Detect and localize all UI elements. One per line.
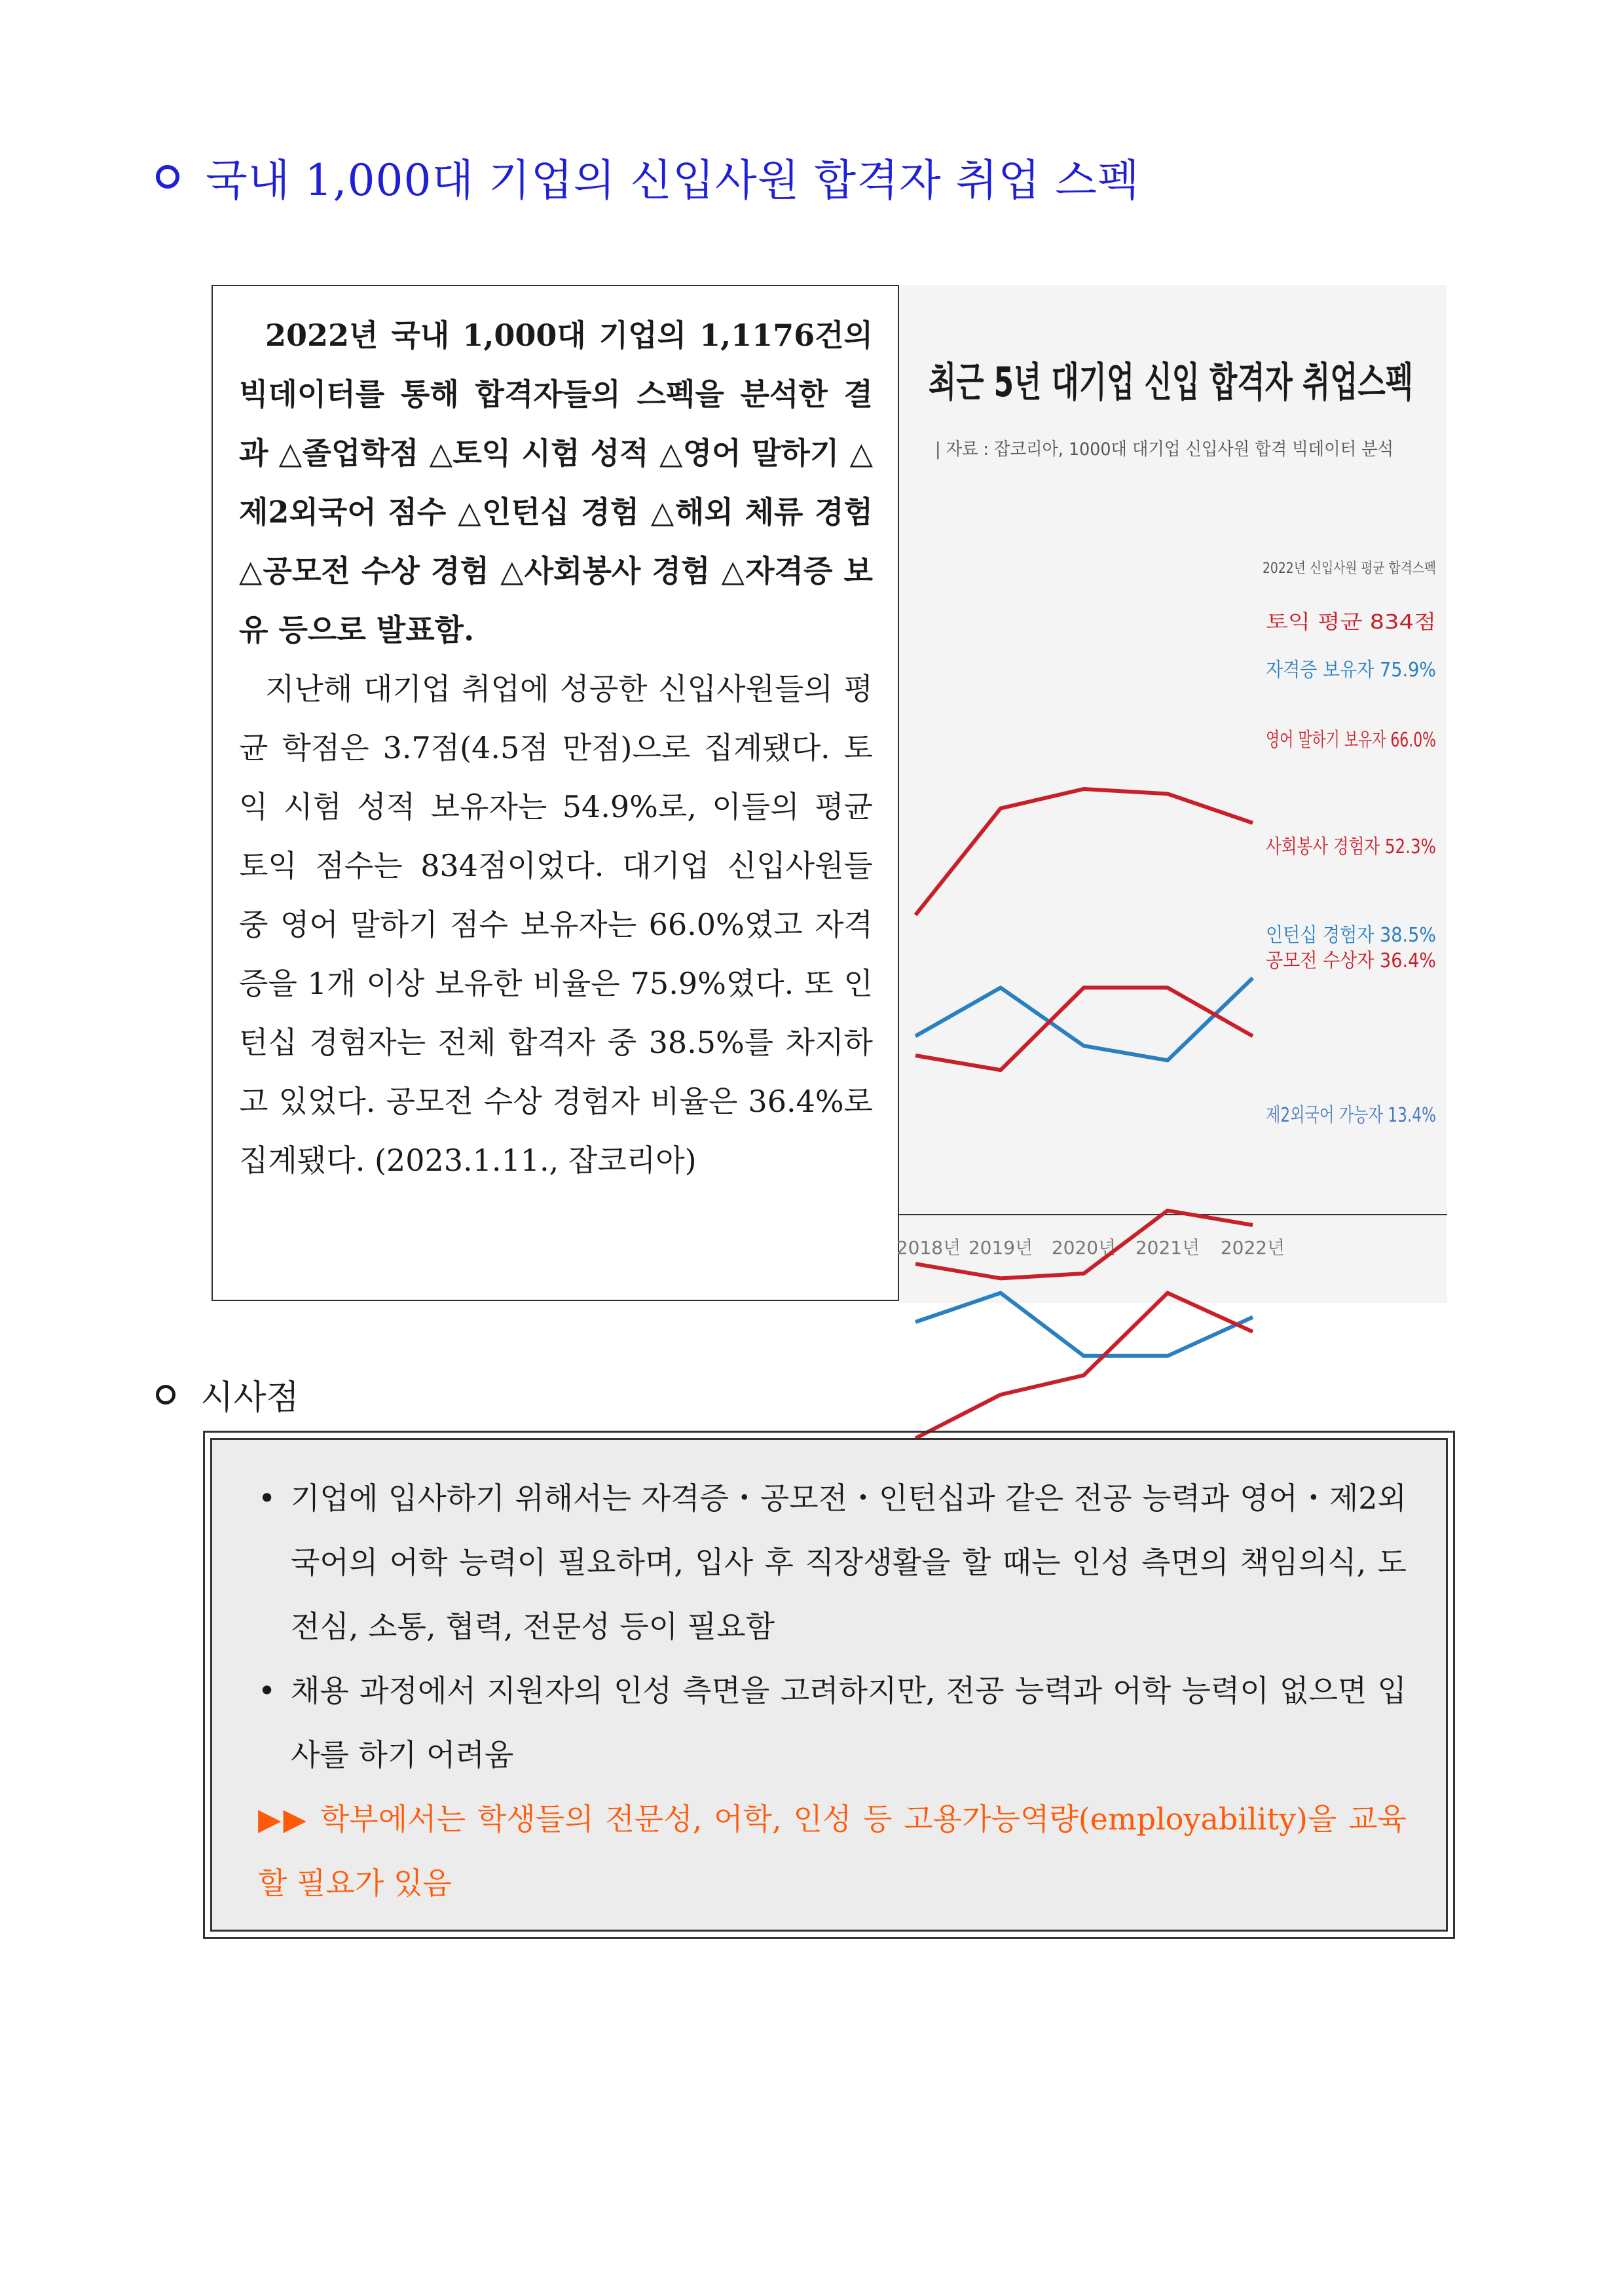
series-line [915, 1293, 1253, 1356]
x-tick-label: 2022년 [1220, 1237, 1285, 1258]
news-body-paragraph: 지난해 대기업 취업에 성공한 신입사원들의 평균 학점은 3.7점(4.5점 만점)으로 집계됐다. 토익 시험 성적 보유자는 54.9%로, 이들의 평균 토익 점수는 834점이었다. 대기업 신입사원들 중 영어 말하기 점수 보유자는 66.0%였고 자격증을 1개 이상 보유한 비율은 75.9%였다. 또 인턴십 경험자는 전체 합격자 중 38.5%를 차지하고 있었다. 공모전 수상 경험자 비율은 36.4%로 집계됐다. (2023.1.11., 잡코리아) [239, 671, 873, 1178]
series-label: 사회봉사 경험자 52.3% [1266, 835, 1436, 858]
x-tick-label: 2021년 [1135, 1237, 1200, 1258]
conclusion-body: 학부에서는 학생들의 전문성, 어학, 인성 등 고용가능역량(employability)을 교육할 필요가 있음 [258, 1801, 1407, 1901]
implication-text: 채용 과정에서 지원자의 인성 측면을 고려하지만, 전공 능력과 어학 능력이 없으면 입사를 하기 어려움 [291, 1673, 1407, 1772]
double-arrow-icon: ▶▶ [258, 1801, 309, 1837]
series-label: 영어 말하기 보유자 66.0% [1266, 729, 1436, 752]
series-line [915, 789, 1253, 915]
series-label: 자격증 보유자 75.9% [1266, 659, 1436, 682]
bullet-dot-icon: • [258, 1480, 276, 1516]
spec-chart-svg [896, 285, 1447, 1303]
list-item [258, 1659, 1407, 1787]
implications-title: 시사점 [200, 1378, 299, 1418]
x-tick-label: 2018년 [896, 1237, 961, 1258]
series-line [915, 978, 1253, 1061]
implication-text: 기업에 입사하기 위해서는 자격증・공모전・인턴십과 같은 전공 능력과 영어・제2외국어의 어학 능력이 필요하며, 입사 후 직장생활을 할 때는 인성 측면의 책임의식, 도전심, 소통, 협력, 전문성 등이 필요함 [291, 1480, 1407, 1644]
bullet-dot-icon: • [258, 1673, 276, 1708]
section-heading [156, 145, 1140, 208]
chart-title: 최근 5년 대기업 신입 합격자 취업스펙 [929, 358, 1413, 406]
series-label: 토익 평균 834점 [1266, 611, 1436, 634]
series-label: 공모전 수상자 36.4% [1266, 949, 1436, 972]
chart-legend-title: 2022년 신입사원 평균 합격스펙 [1263, 560, 1436, 577]
x-tick-label: 2020년 [1051, 1237, 1116, 1258]
chart-subtitle: | 자료 : 잡코리아, 1000대 대기업 신입사원 합격 빅데이터 분석 [935, 439, 1393, 460]
conclusion-text [258, 1787, 1407, 1915]
circle-bullet-icon [156, 1385, 175, 1405]
circle-bullet-icon [156, 165, 179, 189]
news-lead-paragraph: 2022년 국내 1,000대 기업의 1,1176건의 빅데이터를 통해 합격자들의 스펙을 분석한 결과 △졸업학점 △토익 시험 성적 △영어 말하기 △제2외국어 점수 △인턴십 경험 △해외 체류 경험 △공모전 수상 경험 △사회봉사 경험 △자격증 보유 등으로 발표함. [239, 318, 873, 648]
series-line [915, 1293, 1253, 1439]
series-label: 제2외국어 가능자 13.4% [1266, 1104, 1436, 1127]
list-item [258, 1466, 1407, 1659]
implications-box [203, 1431, 1455, 1939]
news-summary-box [212, 285, 899, 1301]
implications-inner [210, 1438, 1448, 1932]
section-heading-text: 국내 1,000대 기업의 신입사원 합격자 취업 스펙 [206, 155, 1140, 206]
spec-chart [896, 285, 1447, 1303]
x-tick-label: 2019년 [968, 1237, 1033, 1258]
implications-heading [156, 1370, 299, 1419]
series-label: 인턴십 경험자 38.5% [1266, 924, 1436, 947]
